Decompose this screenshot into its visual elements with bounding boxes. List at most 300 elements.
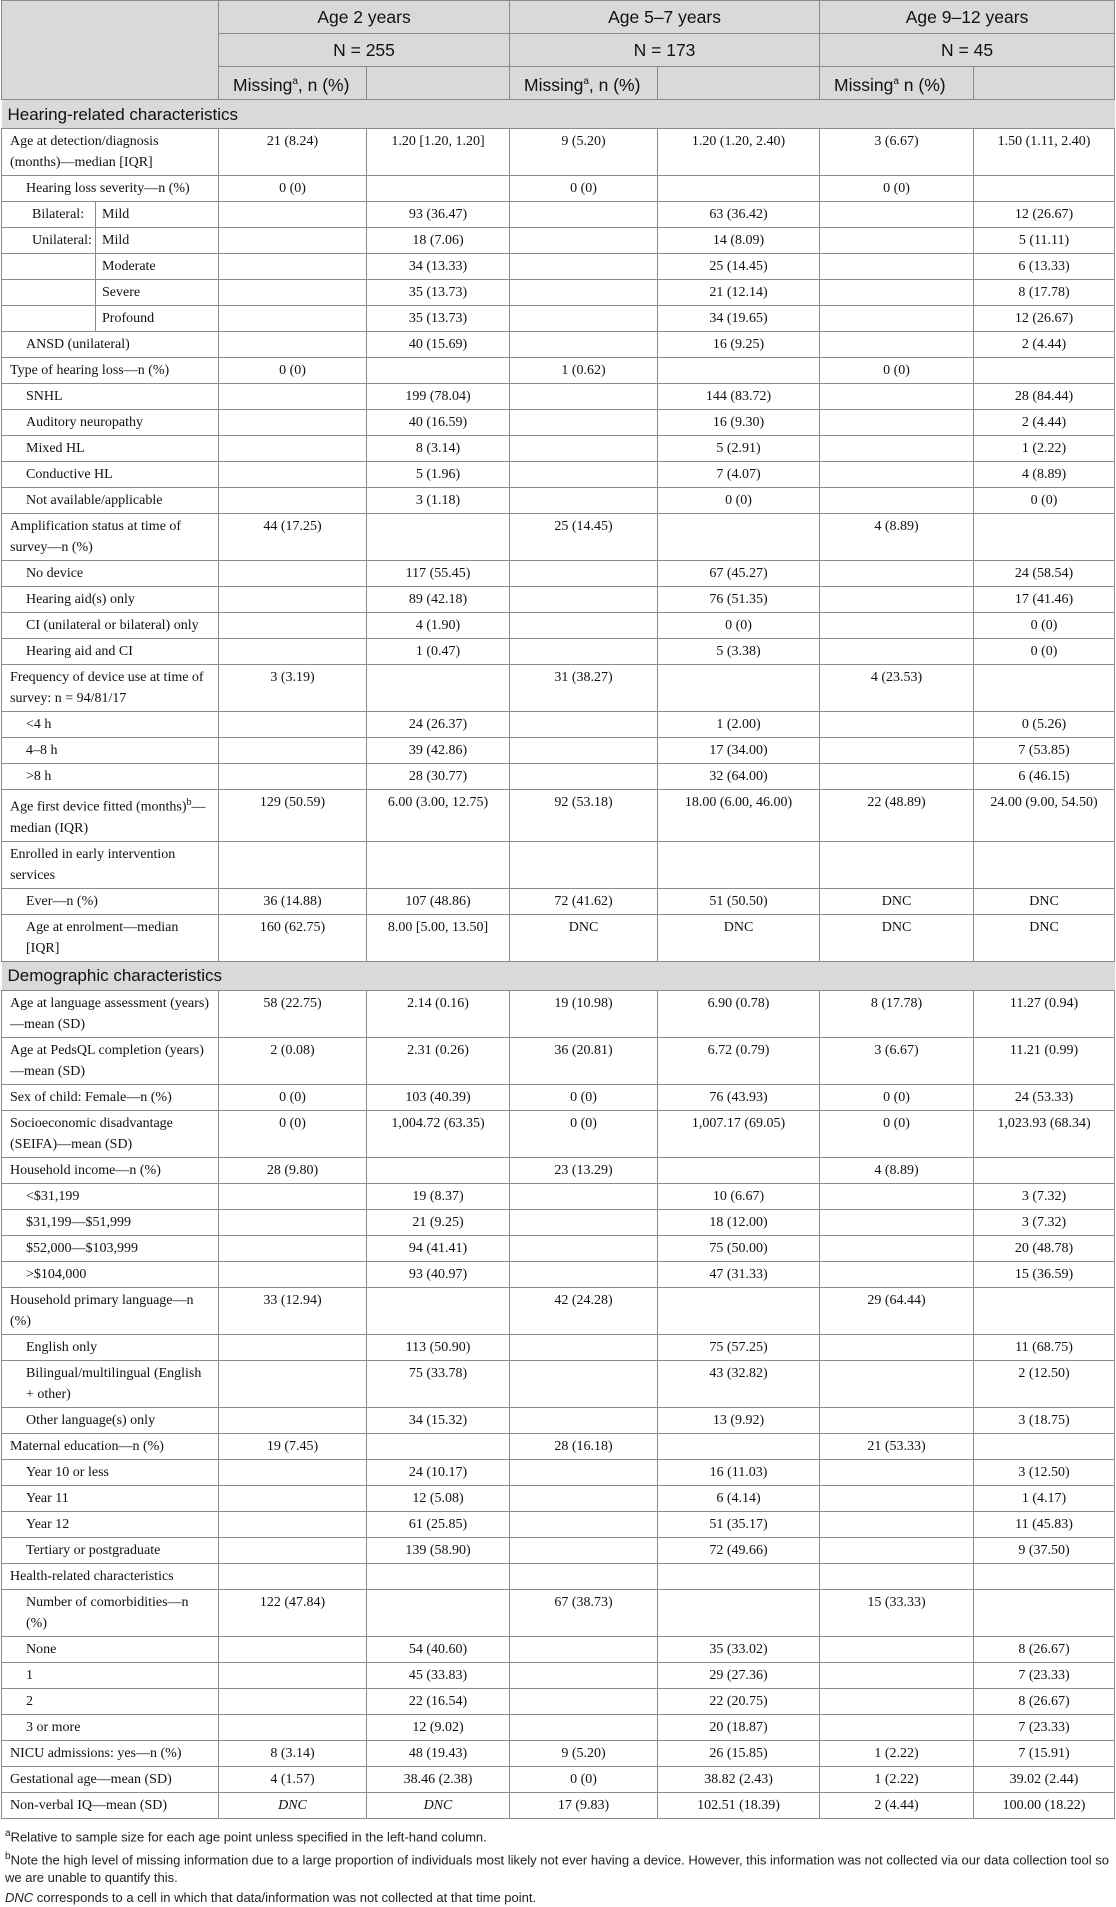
table-row xyxy=(2,1084,1115,1110)
table-cell: 4 (23.53) xyxy=(820,665,974,712)
table-cell: 1,007.17 (69.05) xyxy=(658,1110,820,1157)
row-sub-label: Mild xyxy=(102,233,130,248)
footnotes xyxy=(1,1819,1115,1907)
table-cell: 75 (57.25) xyxy=(658,1334,820,1360)
table-cell: 26 (15.85) xyxy=(658,1740,820,1766)
table-cell: 18 (12.00) xyxy=(658,1209,820,1235)
row-label: CI (unilateral or bilateral) only xyxy=(2,613,219,639)
row-label: Auditory neuropathy xyxy=(2,410,219,436)
table-cell: 7 (53.85) xyxy=(974,738,1115,764)
table-row xyxy=(2,1235,1115,1261)
table-cell: DNC xyxy=(367,1792,510,1818)
table-cell: 20 (48.78) xyxy=(974,1235,1115,1261)
table-header xyxy=(2,1,1115,100)
table-cell xyxy=(510,841,658,888)
table-cell: 16 (9.25) xyxy=(658,332,820,358)
table-cell: 51 (50.50) xyxy=(658,888,820,914)
table-cell: 45 (33.83) xyxy=(367,1662,510,1688)
table-cell: 129 (50.59) xyxy=(219,790,367,842)
table-row xyxy=(2,1589,1115,1636)
table-cell xyxy=(510,587,658,613)
table-cell: 5 (1.96) xyxy=(367,462,510,488)
row-label: None xyxy=(2,1636,219,1662)
table-cell: 13 (9.92) xyxy=(658,1407,820,1433)
table-row xyxy=(2,841,1115,888)
table-cell: 160 (62.75) xyxy=(219,914,367,961)
table-cell: DNC xyxy=(219,1792,367,1818)
table-cell xyxy=(974,1433,1115,1459)
header-blank-cell xyxy=(2,1,219,100)
table-cell: 17 (9.83) xyxy=(510,1792,658,1818)
table-cell: 1 (0.47) xyxy=(367,639,510,665)
row-label: Frequency of device use at time of survey: n = 94/81/17 xyxy=(2,665,219,712)
table-cell: 11.21 (0.99) xyxy=(974,1037,1115,1084)
table-row xyxy=(2,1261,1115,1287)
table-row xyxy=(2,228,1115,254)
table-cell xyxy=(510,1714,658,1740)
table-cell xyxy=(219,1485,367,1511)
table-cell: 1 (2.22) xyxy=(820,1766,974,1792)
table-cell: 35 (33.02) xyxy=(658,1636,820,1662)
row-label: Year 11 xyxy=(2,1485,219,1511)
table-cell: 22 (20.75) xyxy=(658,1688,820,1714)
table-cell: 139 (58.90) xyxy=(367,1537,510,1563)
header-age-5-7: Age 5–7 years xyxy=(510,1,820,34)
table-cell: 0 (0) xyxy=(820,358,974,384)
row-label xyxy=(2,280,219,306)
header-age-9-12: Age 9–12 years xyxy=(820,1,1115,34)
table-cell: 54 (40.60) xyxy=(367,1636,510,1662)
table-cell xyxy=(510,306,658,332)
table-cell xyxy=(510,764,658,790)
table-cell: 19 (7.45) xyxy=(219,1433,367,1459)
table-row xyxy=(2,1183,1115,1209)
table-cell: 25 (14.45) xyxy=(658,254,820,280)
table-cell: 22 (16.54) xyxy=(367,1688,510,1714)
table-cell xyxy=(219,1563,367,1589)
table-cell: 39 (42.86) xyxy=(367,738,510,764)
table-cell: 3 (6.67) xyxy=(820,129,974,176)
table-cell: 92 (53.18) xyxy=(510,790,658,842)
footnote-a: $^a$Relative to sample size for each age point unless specified in the left-hand column. xyxy=(5,1827,487,1844)
table-cell: 3 (6.67) xyxy=(820,1037,974,1084)
table-cell xyxy=(367,1157,510,1183)
table-cell xyxy=(974,176,1115,202)
row-label: Type of hearing loss—n (%) xyxy=(2,358,219,384)
row-label: Maternal education—n (%) xyxy=(2,1433,219,1459)
table-cell xyxy=(219,488,367,514)
table-cell xyxy=(974,514,1115,561)
row-sub-label: Severe xyxy=(102,285,141,300)
table-cell xyxy=(510,254,658,280)
row-label: Gestational age—mean (SD) xyxy=(2,1766,219,1792)
table-cell: 11.27 (0.94) xyxy=(974,990,1115,1037)
table-cell xyxy=(510,613,658,639)
table-cell: 93 (40.97) xyxy=(367,1261,510,1287)
table-cell xyxy=(974,358,1115,384)
table-cell xyxy=(219,1407,367,1433)
table-cell: 0 (0) xyxy=(510,1110,658,1157)
table-cell: 29 (64.44) xyxy=(820,1287,974,1334)
table-cell xyxy=(219,1334,367,1360)
table-cell: 34 (13.33) xyxy=(367,254,510,280)
table-cell: DNC xyxy=(820,914,974,961)
table-row xyxy=(2,280,1115,306)
table-cell: 34 (15.32) xyxy=(367,1407,510,1433)
table-cell xyxy=(820,1511,974,1537)
table-cell: 5 (3.38) xyxy=(658,639,820,665)
table-cell xyxy=(510,1407,658,1433)
table-cell: 42 (24.28) xyxy=(510,1287,658,1334)
table-cell xyxy=(367,1589,510,1636)
table-cell: 1,004.72 (63.35) xyxy=(367,1110,510,1157)
row-label: Socioeconomic disadvantage (SEIFA)—mean (SD) xyxy=(2,1110,219,1157)
table-cell: 28 (9.80) xyxy=(219,1157,367,1183)
table-cell: 72 (49.66) xyxy=(658,1537,820,1563)
table-cell: 23 (13.29) xyxy=(510,1157,658,1183)
table-row xyxy=(2,306,1115,332)
table-cell: 3 (1.18) xyxy=(367,488,510,514)
table-row xyxy=(2,1407,1115,1433)
table-cell xyxy=(820,561,974,587)
table-cell: 0 (0) xyxy=(820,1084,974,1110)
row-label: Household primary language—n (%) xyxy=(2,1287,219,1334)
table-cell: 28 (84.44) xyxy=(974,384,1115,410)
table-cell: 38.46 (2.38) xyxy=(367,1766,510,1792)
table-cell: 3 (12.50) xyxy=(974,1459,1115,1485)
table-cell xyxy=(820,384,974,410)
table-cell xyxy=(510,738,658,764)
table-cell: 24 (10.17) xyxy=(367,1459,510,1485)
table-cell: 8 (3.14) xyxy=(367,436,510,462)
table-cell xyxy=(367,1287,510,1334)
table-cell xyxy=(510,1537,658,1563)
table-cell xyxy=(510,1183,658,1209)
table-cell xyxy=(820,587,974,613)
table-cell xyxy=(658,1287,820,1334)
table-cell xyxy=(219,639,367,665)
table-cell xyxy=(820,1714,974,1740)
table-cell: 1 (2.00) xyxy=(658,712,820,738)
table-cell: 51 (35.17) xyxy=(658,1511,820,1537)
table-cell: 144 (83.72) xyxy=(658,384,820,410)
table-row xyxy=(2,712,1115,738)
row-label: Health-related characteristics xyxy=(2,1563,219,1589)
table-cell xyxy=(658,665,820,712)
table-cell xyxy=(219,764,367,790)
row-label: Sex of child: Female—n (%) xyxy=(2,1084,219,1110)
section-hearing: Hearing-related characteristics xyxy=(2,100,1115,129)
row-label: 3 or more xyxy=(2,1714,219,1740)
table-cell xyxy=(219,1537,367,1563)
table-cell: 6 (13.33) xyxy=(974,254,1115,280)
table-cell xyxy=(820,462,974,488)
row-label: Mixed HL xyxy=(2,436,219,462)
table-row xyxy=(2,129,1115,176)
row-label: <4 h xyxy=(2,712,219,738)
table-cell xyxy=(367,1433,510,1459)
table-cell xyxy=(367,1563,510,1589)
table-cell xyxy=(974,665,1115,712)
table-cell: 18 (7.06) xyxy=(367,228,510,254)
table-cell: 8.00 [5.00, 13.50] xyxy=(367,914,510,961)
table-cell: 72 (41.62) xyxy=(510,888,658,914)
table-cell: 21 (12.14) xyxy=(658,280,820,306)
table-row xyxy=(2,1110,1115,1157)
row-label: Age at detection/diagnosis (months)—median [IQR] xyxy=(2,129,219,176)
table-row xyxy=(2,1662,1115,1688)
table-cell: DNC xyxy=(974,888,1115,914)
header-missing-age-9-12: Missing$^a$ n (%) xyxy=(820,67,974,100)
table-cell: 4 (8.89) xyxy=(974,462,1115,488)
table-cell: 2 (12.50) xyxy=(974,1360,1115,1407)
table-cell: 20 (18.87) xyxy=(658,1714,820,1740)
table-row xyxy=(2,1792,1115,1818)
table-cell xyxy=(820,1563,974,1589)
table-cell: 199 (78.04) xyxy=(367,384,510,410)
row-label: Household income—n (%) xyxy=(2,1157,219,1183)
table-cell: 33 (12.94) xyxy=(219,1287,367,1334)
table-cell xyxy=(510,280,658,306)
row-label: 4–8 h xyxy=(2,738,219,764)
table-cell: 0 (5.26) xyxy=(974,712,1115,738)
table-cell: 28 (30.77) xyxy=(367,764,510,790)
characteristics-table xyxy=(1,0,1115,1819)
table-row xyxy=(2,1459,1115,1485)
table-cell: 1.50 (1.11, 2.40) xyxy=(974,129,1115,176)
table-cell xyxy=(820,1688,974,1714)
header-n-age-2: N = 255 xyxy=(219,34,510,67)
table-row xyxy=(2,639,1115,665)
table-cell: 8 (17.78) xyxy=(820,990,974,1037)
table-cell xyxy=(510,384,658,410)
table-cell xyxy=(820,332,974,358)
row-label: $52,000—$103,999 xyxy=(2,1235,219,1261)
table-cell: 0 (0) xyxy=(219,358,367,384)
table-row xyxy=(2,176,1115,202)
table-cell xyxy=(658,176,820,202)
table-cell xyxy=(219,462,367,488)
table-cell: 113 (50.90) xyxy=(367,1334,510,1360)
table-cell xyxy=(820,1261,974,1287)
table-cell xyxy=(510,1209,658,1235)
table-cell xyxy=(658,1563,820,1589)
table-cell: 2.31 (0.26) xyxy=(367,1037,510,1084)
table-cell: 67 (38.73) xyxy=(510,1589,658,1636)
table-row xyxy=(2,514,1115,561)
table-cell xyxy=(510,410,658,436)
table-cell: 103 (40.39) xyxy=(367,1084,510,1110)
table-cell xyxy=(219,228,367,254)
table-row xyxy=(2,358,1115,384)
table-cell xyxy=(820,1537,974,1563)
table-cell xyxy=(510,639,658,665)
table-row xyxy=(2,587,1115,613)
section-header-row xyxy=(2,961,1115,990)
table-cell: 48 (19.43) xyxy=(367,1740,510,1766)
row-label: SNHL xyxy=(2,384,219,410)
table-cell: 17 (41.46) xyxy=(974,587,1115,613)
table-cell xyxy=(658,1157,820,1183)
table-cell: 7 (4.07) xyxy=(658,462,820,488)
table-cell: DNC xyxy=(974,914,1115,961)
table-cell xyxy=(820,841,974,888)
table-cell xyxy=(367,514,510,561)
table-cell xyxy=(820,1334,974,1360)
table-cell xyxy=(219,1183,367,1209)
table-cell xyxy=(820,202,974,228)
table-cell: 29 (27.36) xyxy=(658,1662,820,1688)
table-cell: 89 (42.18) xyxy=(367,587,510,613)
table-row xyxy=(2,1485,1115,1511)
table-cell: 0 (0) xyxy=(974,639,1115,665)
table-cell xyxy=(219,561,367,587)
table-cell: 3 (3.19) xyxy=(219,665,367,712)
table-cell: 0 (0) xyxy=(510,176,658,202)
table-cell: 15 (33.33) xyxy=(820,1589,974,1636)
row-label: English only xyxy=(2,1334,219,1360)
row-label: Number of comorbidities—n (%) xyxy=(2,1589,219,1636)
table-cell xyxy=(510,1688,658,1714)
table-cell: 6 (46.15) xyxy=(974,764,1115,790)
table-cell: 2 (4.44) xyxy=(820,1792,974,1818)
table-cell xyxy=(219,1235,367,1261)
table-row xyxy=(2,990,1115,1037)
table-cell: 19 (10.98) xyxy=(510,990,658,1037)
table-cell: 35 (13.73) xyxy=(367,306,510,332)
table-cell: 44 (17.25) xyxy=(219,514,367,561)
table-cell xyxy=(219,254,367,280)
row-label: Tertiary or postgraduate xyxy=(2,1537,219,1563)
row-label: Not available/applicable xyxy=(2,488,219,514)
header-missing-age-2: Missing$^a$, n (%) xyxy=(219,67,367,100)
table-cell xyxy=(820,1235,974,1261)
table-row xyxy=(2,1688,1115,1714)
table-cell: 63 (36.42) xyxy=(658,202,820,228)
table-cell: 0 (0) xyxy=(820,1110,974,1157)
header-value-age-5-7 xyxy=(658,67,820,100)
row-label: Age first device fitted (months)$^b$—median (IQR) xyxy=(2,790,219,842)
row-label: Age at language assessment (years)—mean (SD) xyxy=(2,990,219,1037)
row-label: Hearing aid and CI xyxy=(2,639,219,665)
table-cell: 1,023.93 (68.34) xyxy=(974,1110,1115,1157)
table-cell: 22 (48.89) xyxy=(820,790,974,842)
table-cell: 21 (53.33) xyxy=(820,1433,974,1459)
table-cell: 32 (64.00) xyxy=(658,764,820,790)
table-cell xyxy=(820,1636,974,1662)
table-cell: 24 (26.37) xyxy=(367,712,510,738)
table-cell: 5 (11.11) xyxy=(974,228,1115,254)
table-cell: 4 (1.57) xyxy=(219,1766,367,1792)
table-cell: 2 (0.08) xyxy=(219,1037,367,1084)
row-label: Conductive HL xyxy=(2,462,219,488)
section-header-row xyxy=(2,100,1115,129)
table-body xyxy=(2,100,1115,1819)
table-cell xyxy=(367,665,510,712)
row-sub-label: Profound xyxy=(102,311,155,326)
table-cell: 7 (23.33) xyxy=(974,1662,1115,1688)
row-group-label: Bilateral: xyxy=(2,202,96,227)
section-demographic: Demographic characteristics xyxy=(2,961,1115,990)
table-cell xyxy=(219,712,367,738)
table-cell xyxy=(820,1209,974,1235)
table-cell: 0 (0) xyxy=(219,1084,367,1110)
table-cell xyxy=(820,488,974,514)
table-cell: 1 (4.17) xyxy=(974,1485,1115,1511)
table-cell xyxy=(510,1511,658,1537)
table-cell xyxy=(367,358,510,384)
table-cell: 16 (9.30) xyxy=(658,410,820,436)
table-cell xyxy=(219,613,367,639)
table-row xyxy=(2,1636,1115,1662)
table-cell: 7 (23.33) xyxy=(974,1714,1115,1740)
table-cell: 8 (17.78) xyxy=(974,280,1115,306)
row-label: Non-verbal IQ—mean (SD) xyxy=(2,1792,219,1818)
table-cell: 8 (3.14) xyxy=(219,1740,367,1766)
table-cell: 6.90 (0.78) xyxy=(658,990,820,1037)
table-row xyxy=(2,202,1115,228)
table-row xyxy=(2,665,1115,712)
table-cell: 94 (41.41) xyxy=(367,1235,510,1261)
table-cell xyxy=(510,332,658,358)
table-cell: 5 (2.91) xyxy=(658,436,820,462)
table-cell: 93 (36.47) xyxy=(367,202,510,228)
table-cell xyxy=(219,841,367,888)
table-cell xyxy=(820,1183,974,1209)
table-cell xyxy=(219,1261,367,1287)
table-cell: 75 (33.78) xyxy=(367,1360,510,1407)
row-label: >8 h xyxy=(2,764,219,790)
header-age-2: Age 2 years xyxy=(219,1,510,34)
table-row xyxy=(2,888,1115,914)
table-cell xyxy=(510,462,658,488)
table-cell xyxy=(974,1563,1115,1589)
table-row xyxy=(2,1766,1115,1792)
table-cell: 24 (58.54) xyxy=(974,561,1115,587)
table-cell: 6 (4.14) xyxy=(658,1485,820,1511)
table-cell xyxy=(510,228,658,254)
table-cell: 39.02 (2.44) xyxy=(974,1766,1115,1792)
table-cell xyxy=(820,280,974,306)
row-label: >$104,000 xyxy=(2,1261,219,1287)
table-cell: 0 (0) xyxy=(974,613,1115,639)
table-cell xyxy=(510,1485,658,1511)
table-cell: 0 (0) xyxy=(658,613,820,639)
row-label: Amplification status at time of survey—n (%) xyxy=(2,514,219,561)
table-cell xyxy=(219,1714,367,1740)
table-row xyxy=(2,613,1115,639)
table-cell: 4 (1.90) xyxy=(367,613,510,639)
table-cell: 9 (37.50) xyxy=(974,1537,1115,1563)
table-cell: 8 (26.67) xyxy=(974,1636,1115,1662)
table-row xyxy=(2,332,1115,358)
table-row xyxy=(2,1037,1115,1084)
table-cell: 38.82 (2.43) xyxy=(658,1766,820,1792)
row-label xyxy=(2,228,219,254)
table-row xyxy=(2,1714,1115,1740)
table-cell: 36 (20.81) xyxy=(510,1037,658,1084)
table-cell: 16 (11.03) xyxy=(658,1459,820,1485)
table-cell: 0 (0) xyxy=(219,176,367,202)
row-sub-label: Moderate xyxy=(102,259,156,274)
table-cell: 12 (9.02) xyxy=(367,1714,510,1740)
table-cell xyxy=(820,306,974,332)
table-cell xyxy=(219,410,367,436)
table-cell: 1 (0.62) xyxy=(510,358,658,384)
table-cell: 58 (22.75) xyxy=(219,990,367,1037)
row-group-label: Unilateral: xyxy=(2,228,96,253)
table-cell xyxy=(820,228,974,254)
